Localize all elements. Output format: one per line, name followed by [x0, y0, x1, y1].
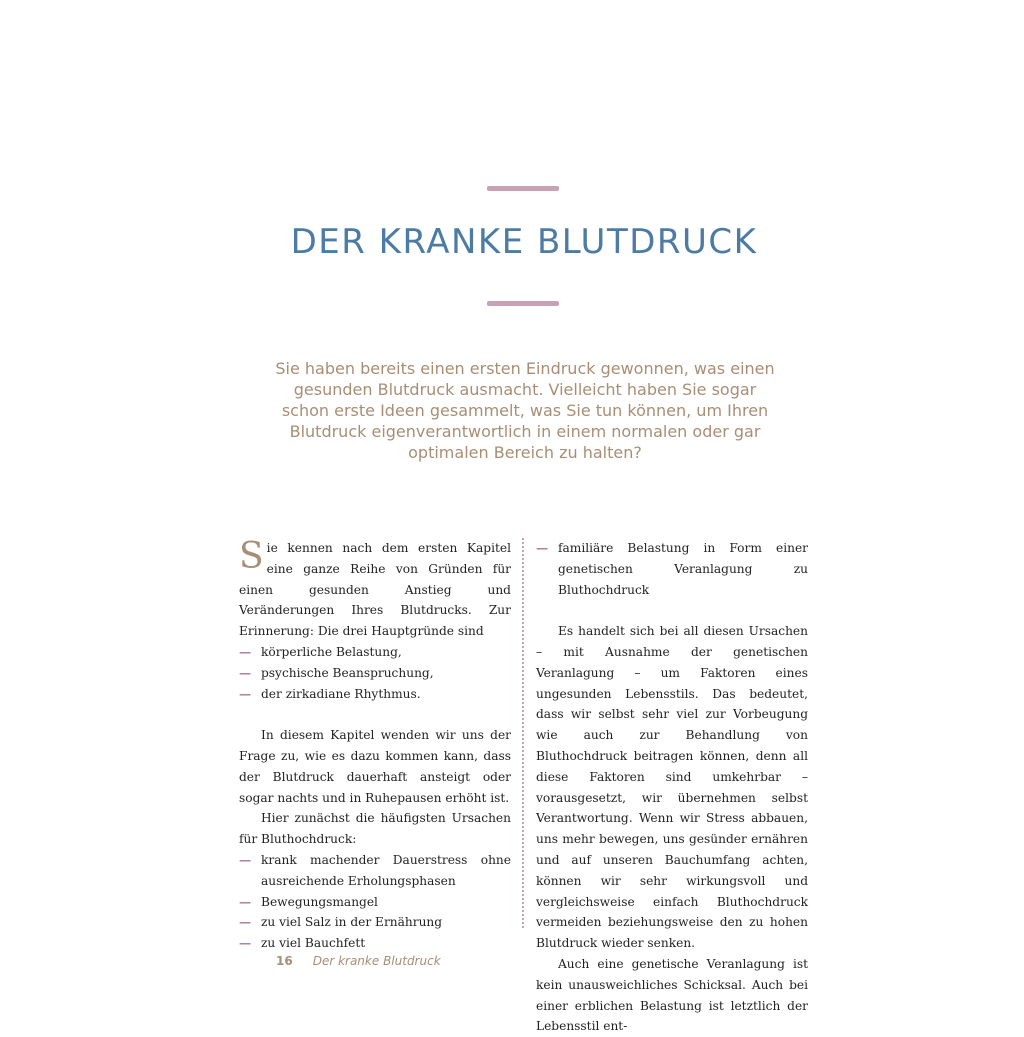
list-item [239, 642, 511, 663]
list-item-text: psychische Beanspruchung, [261, 665, 434, 680]
list-item-text: zu viel Bauchfett [261, 936, 366, 951]
page-number: 16 [276, 954, 293, 968]
column-divider [522, 538, 524, 928]
paragraph-gap [536, 600, 808, 621]
list-item-text: familiäre Belastung in Form einer genetischen Veranlagung zu Bluthochdruck [558, 541, 808, 597]
running-title: Der kranke Blutdruck [312, 954, 441, 968]
drop-cap: S [239, 536, 264, 577]
list-item [239, 933, 511, 954]
top-decorative-rule [487, 186, 559, 191]
page-footer [276, 954, 441, 968]
list-item [536, 538, 808, 600]
list-item-text: Bewegungsmangel [261, 894, 378, 909]
chapter-title: DER KRANKE BLUTDRUCK [290, 222, 758, 262]
body-paragraph: Auch eine genetische Veranlagung ist kein unausweichliches Schicksal. Auch bei einer erblichen Belastung ist letztlich der Lebensstil ent- [536, 956, 808, 1034]
body-paragraph: Es handelt sich bei all diesen Ursachen – mit Ausnahme der genetischen Veranlagung – um Faktoren eines ungesunden Lebensstils. Das bedeutet, dass wir selbst sehr viel zur Vorbeugung wie auch zur Behandlung von Bluthochdruck beitragen können, denn all diese Faktoren sind umkehrbar – vorausgesetzt, wir übernehmen selbst Verantwortung. Wenn wir Stress abbauen, uns mehr bewegen, uns gesünder ernähren und auf unseren Bauchumfang achten, können wir sehr wirkungsvoll und vergleichsweise einfach Bluthochdruck vermeiden beziehungsweise den zu hohen Blutdruck wieder senken. [536, 624, 808, 951]
dash-bullet-icon: — [239, 894, 252, 909]
list-item-text: der zirkadiane Rhythmus. [261, 686, 421, 701]
dash-bullet-icon: — [239, 644, 252, 659]
opening-paragraph-text: ie kennen nach dem ersten Kapitel eine ganze Reihe von Gründen für einen gesunden Anstieg und Veränderungen Ihres Blutdrucks. Zur Erinnerung: Die drei Hauptgründe sind [239, 541, 511, 639]
dash-bullet-icon: — [239, 936, 252, 951]
list-item [239, 850, 511, 892]
body-paragraph: Hier zunächst die häufigsten Ursachen für Bluthochdruck: [239, 811, 511, 847]
opening-paragraph [239, 538, 511, 642]
dash-bullet-icon: — [239, 915, 252, 930]
list-item [239, 663, 511, 684]
dash-bullet-icon: — [239, 852, 252, 867]
chapter-intro: Sie haben bereits einen ersten Eindruck gewonnen, was einen gesunden Blutdruck ausmacht. Vielleicht haben Sie sogar schon erste Ideen gesammelt, was Sie tun können, um Ihren Blutdruck eigenverantwortlich in einem normalen oder gar optimalen Bereich zu halten? [275, 359, 775, 462]
bottom-decorative-rule [487, 301, 559, 306]
list-item [239, 912, 511, 933]
dash-bullet-icon: — [239, 665, 252, 680]
left-text-column [239, 538, 511, 954]
dash-bullet-icon: — [536, 541, 549, 555]
list-item [239, 892, 511, 913]
paragraph-gap [239, 704, 511, 725]
list-item-text: zu viel Salz in der Ernährung [261, 915, 443, 930]
list-item-text: krank machender Dauerstress ohne ausreichende Erholungsphasen [261, 852, 511, 888]
right-text-column [536, 538, 808, 1037]
body-paragraph: In diesem Kapitel wenden wir uns der Frage zu, wie es dazu kommen kann, dass der Blutdruck dauerhaft ansteigt oder sogar nachts und in Ruhepausen erhöht ist. [239, 728, 511, 805]
dash-bullet-icon: — [239, 686, 252, 701]
list-item [239, 684, 511, 705]
list-item-text: körperliche Belastung, [261, 644, 402, 659]
